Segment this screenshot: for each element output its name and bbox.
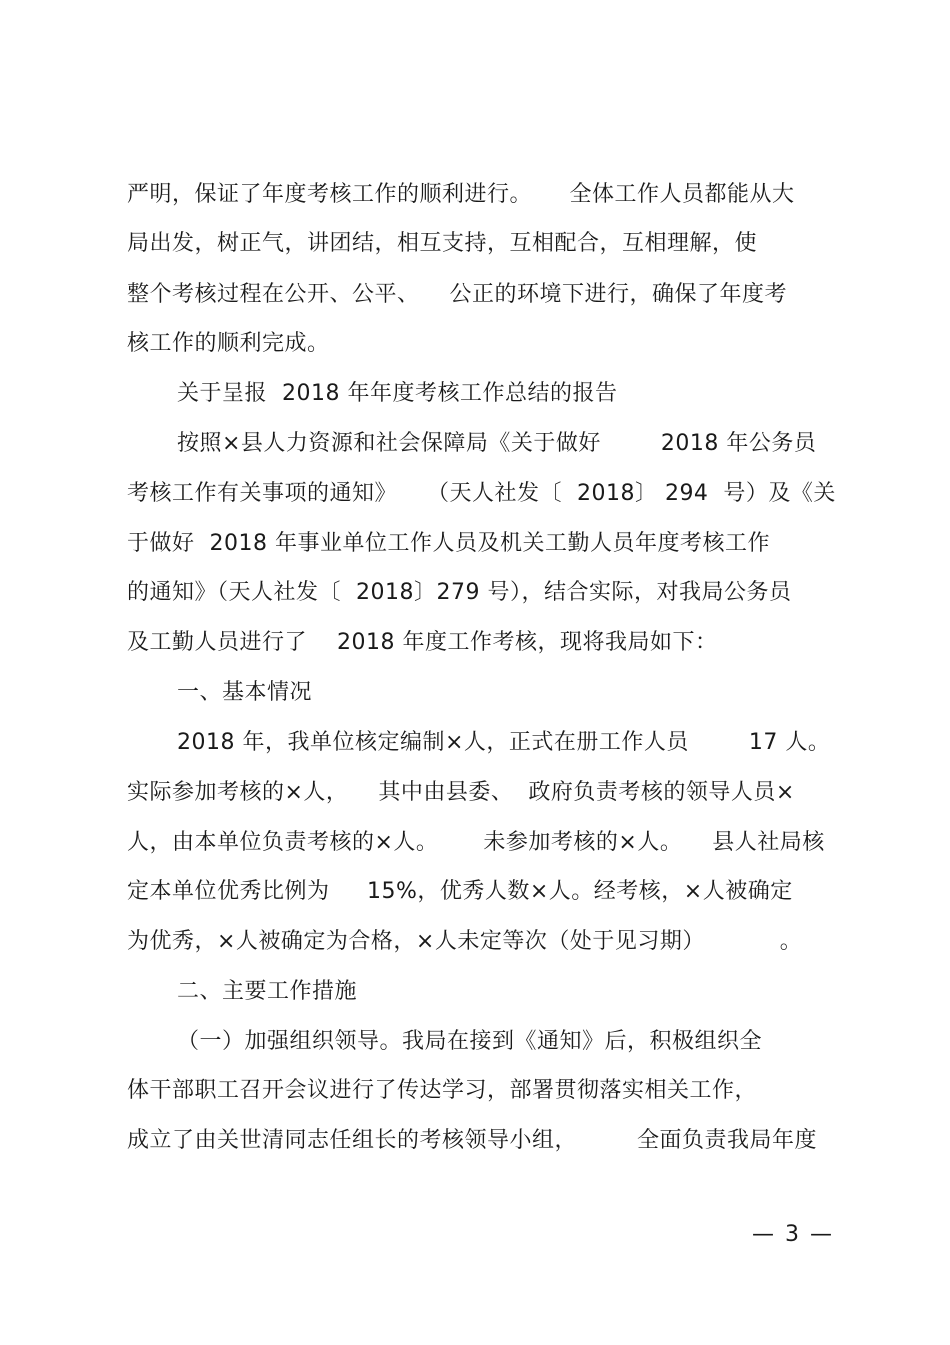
paragraph-line: 定本单位优秀比例为 15%，优秀人数×人。经考核，×人被确定 xyxy=(127,879,793,904)
paragraph-line: 为优秀，×人被确定为合格，×人未定等次（处于见习期） 。 xyxy=(127,929,803,954)
paragraph-line: 人，由本单位负责考核的×人。 未参加考核的×人。 县人社局核 xyxy=(127,830,825,855)
paragraph-line: 体干部职工召开会议进行了传达学习，部署贯彻落实相关工作， xyxy=(127,1078,758,1103)
section-heading: 二、主要工作措施 xyxy=(177,979,358,1004)
section-heading: 一、基本情况 xyxy=(177,680,313,705)
paragraph-line: 整个考核过程在公开、公平、 公正的环境下进行，确保了年度考 xyxy=(127,282,787,307)
paragraph-line: 2018 年，我单位核定编制×人，正式在册工作人员 17 人。 xyxy=(177,730,831,755)
page-number: — 3 — xyxy=(752,1222,834,1247)
paragraph-line: （一）加强组织领导。我局在接到《通知》后，积极组织全 xyxy=(177,1029,763,1054)
paragraph-line: 严明，保证了年度考核工作的顺利进行。 全体工作人员都能从大 xyxy=(127,182,795,207)
paragraph-line: 核工作的顺利完成。 xyxy=(127,331,330,356)
paragraph-line: 考核工作有关事项的通知》 （天人社发〔 2018〕 294 号）及《关 xyxy=(127,481,836,506)
paragraph-line: 成立了由关世清同志任组长的考核领导小组， 全面负责我局年度 xyxy=(127,1128,817,1153)
paragraph-line: 实际参加考核的×人， 其中由县委、 政府负责考核的领导人员× xyxy=(127,780,795,805)
paragraph-line: 的通知》（天人社发〔 2018〕279 号），结合实际，对我局公务员 xyxy=(127,580,792,605)
paragraph-line: 局出发，树正气，讲团结，相互支持，互相配合，互相理解，使 xyxy=(127,231,758,256)
paragraph-line: 于做好 2018 年事业单位工作人员及机关工勤人员年度考核工作 xyxy=(127,531,770,556)
paragraph-line: 按照×县人力资源和社会保障局《关于做好 2018 年公务员 xyxy=(177,431,817,456)
report-title: 关于呈报 2018 年年度考核工作总结的报告 xyxy=(177,381,618,406)
paragraph-line: 及工勤人员进行了 2018 年度工作考核，现将我局如下： xyxy=(127,630,718,655)
